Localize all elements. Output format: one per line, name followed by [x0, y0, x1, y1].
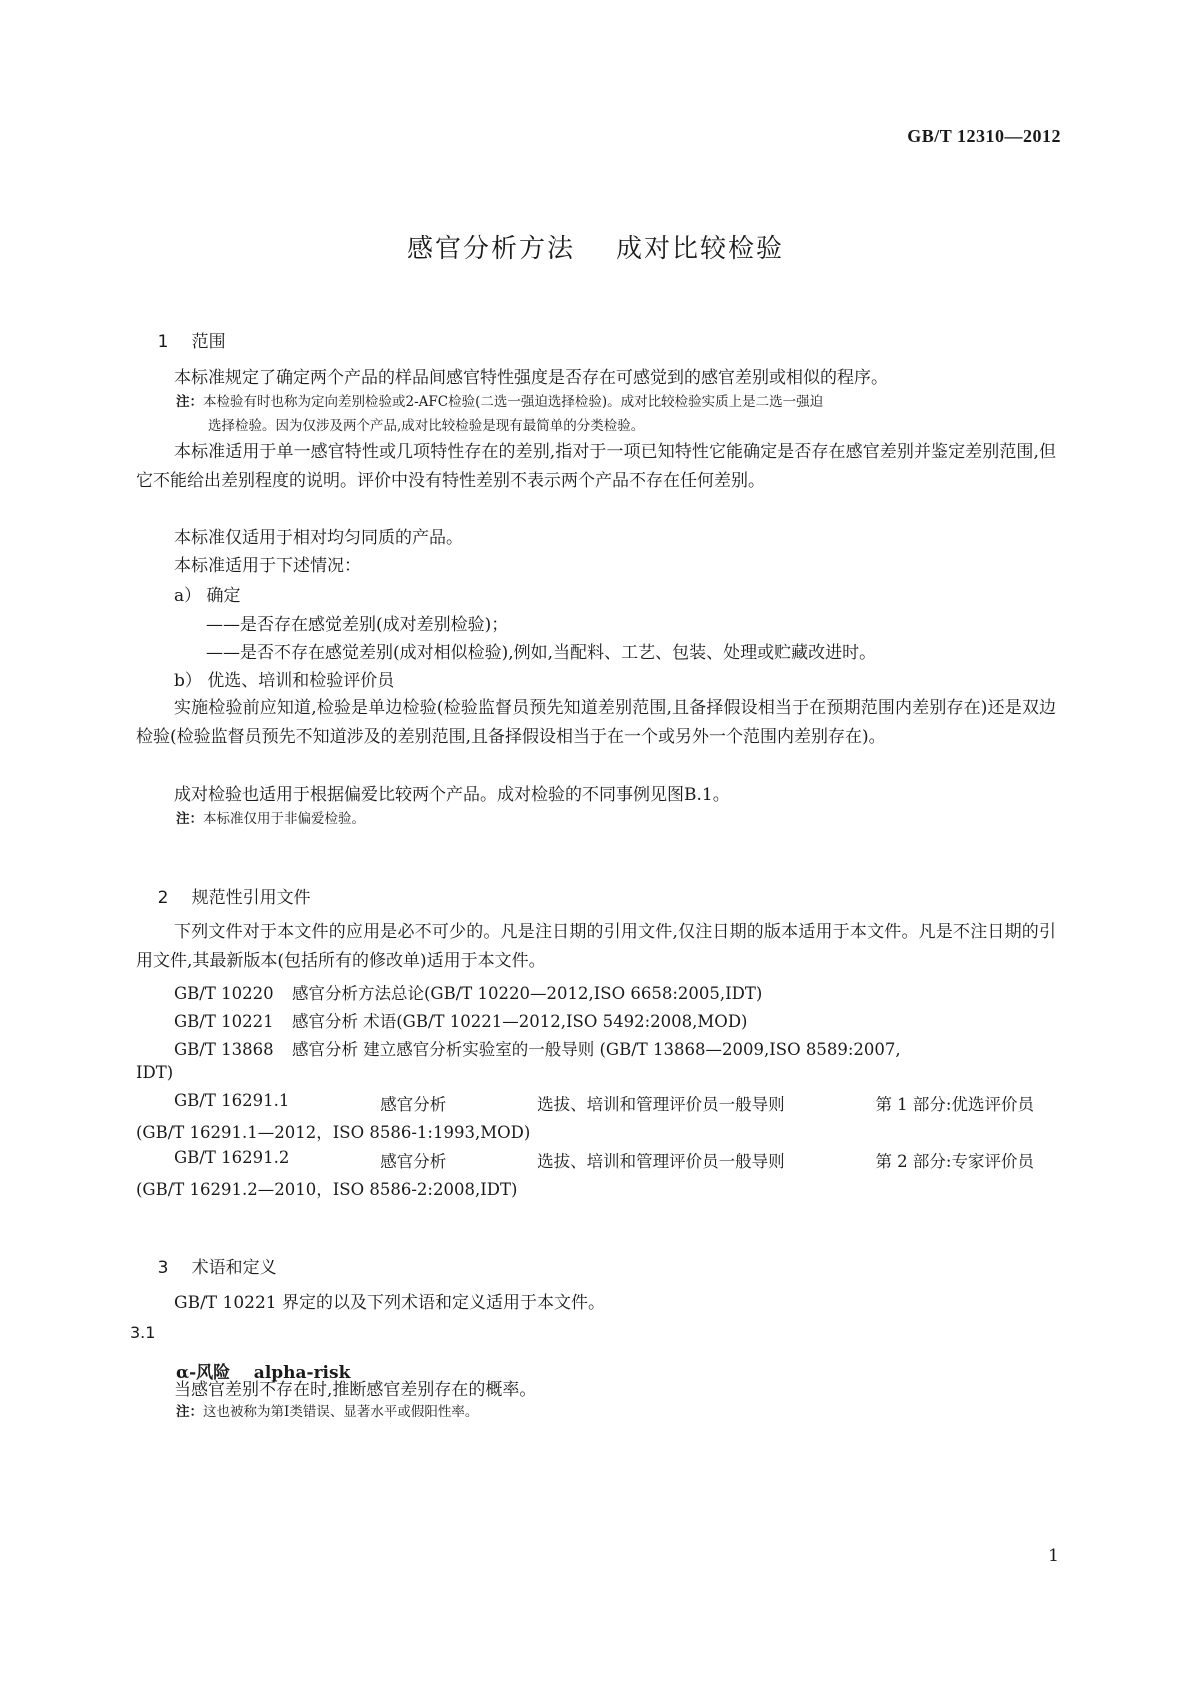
- scope-paragraph-2: 本标准适用于单一感官特性或几项特性存在的差别,指对于一项已知特性它能确定是否存在感官差别并鉴定差别范围,但它不能给出差别程度的说明。评价中没有特性差别不表示两个产品不存在任何差别。: [136, 442, 1056, 491]
- reference-code: GB/T 13868: [174, 1040, 274, 1059]
- list-dash-item-2: ——是否不存在感觉差别(成对相似检验),例如,当配料、工艺、包装、处理或贮藏改进时。: [206, 643, 877, 663]
- section-number: 3: [157, 1258, 169, 1278]
- reference-text: 感官分析 建立感官分析实验室的一般导则 (GB/T 13868—2009,ISO 8589:2007,: [292, 1040, 901, 1059]
- reference-item-4: [174, 1091, 1034, 1115]
- section-heading-terms: [136, 1233, 277, 1298]
- note-text: 这也被称为第Ⅰ类错误、显著水平或假阳性率。: [203, 1404, 479, 1420]
- reference-text: 选拔、培训和管理评价员一般导则: [537, 1095, 785, 1114]
- scope-note-2: [176, 807, 1056, 831]
- reference-text: 感官分析方法总论(GB/T 10220—2012,ISO 6658:2005,IDT): [292, 984, 763, 1003]
- reference-text: 选拔、培训和管理评价员一般导则: [537, 1152, 785, 1171]
- scope-note-1: [176, 390, 1056, 438]
- note-label: 注：: [176, 1404, 203, 1420]
- reference-text: 感官分析 术语(GB/T 10221—2012,ISO 5492:2008,MOD): [292, 1012, 748, 1031]
- note-label: 注：: [176, 394, 203, 410]
- scope-paragraph-3: 本标准仅适用于相对均匀同质的产品。: [174, 528, 463, 548]
- section-title: 规范性引用文件: [191, 888, 311, 908]
- reference-item-3-continued: IDT): [136, 1063, 174, 1082]
- reference-code: GB/T 16291.2: [174, 1148, 290, 1167]
- standard-code: GB/T 12310—2012: [907, 126, 1061, 146]
- reference-code: GB/T 10221: [174, 1012, 274, 1031]
- note-text-continued: 选择检验。因为仅涉及两个产品,成对比较检验是现有最简单的分类检验。: [208, 418, 645, 434]
- reference-text: 第 1 部分:优选评价员: [875, 1095, 1034, 1114]
- terms-intro: GB/T 10221 界定的以及下列术语和定义适用于本文件。: [174, 1293, 606, 1313]
- scope-paragraph-6: 成对检验也适用于根据偏爱比较两个产品。成对检验的不同事例见图B.1。: [174, 785, 730, 805]
- term-number: 3.1: [130, 1323, 156, 1342]
- note-text: 本标准仅用于非偏爱检验。: [203, 811, 365, 827]
- reference-text: 感官分析: [380, 1152, 447, 1171]
- section-number: 2: [157, 888, 169, 908]
- reference-code: GB/T 16291.1: [174, 1091, 290, 1110]
- section-heading-scope: [136, 307, 226, 372]
- section-title: 术语和定义: [191, 1258, 277, 1278]
- references-intro: 下列文件对于本文件的应用是必不可少的。凡是注日期的引用文件,仅注日期的版本适用于本文件。凡是不注日期的引用文件,其最新版本(包括所有的修改单)适用于本文件。: [136, 922, 1056, 971]
- term-title: α-风险 alpha-risk: [176, 1363, 351, 1383]
- reference-item-4-continued: (GB/T 16291.1—2012，ISO 8586-1:1993,MOD): [136, 1123, 531, 1142]
- reference-item-3: [174, 1036, 901, 1060]
- note-label: 注：: [176, 811, 203, 827]
- list-dash-item-1: ——是否存在感觉差别(成对差别检验)；: [206, 615, 509, 635]
- reference-item-1: [174, 980, 762, 1004]
- reference-item-5-continued: (GB/T 16291.2—2010，ISO 8586-2:2008,IDT): [136, 1180, 518, 1199]
- section-title: 范围: [191, 332, 226, 352]
- term-note: [176, 1400, 1056, 1424]
- reference-text: 第 2 部分:专家评价员: [875, 1152, 1034, 1171]
- page-number: 1: [1048, 1546, 1059, 1566]
- reference-item-5: [174, 1148, 1034, 1172]
- reference-code: GB/T 10220: [174, 984, 274, 1003]
- scope-paragraph-1: 本标准规定了确定两个产品的样品间感官特性强度是否存在可感觉到的感官差别或相似的程序。: [174, 368, 888, 388]
- reference-text: 感官分析: [380, 1095, 447, 1114]
- scope-paragraph-4: 本标准适用于下述情况：: [174, 556, 361, 576]
- scope-paragraph-5: 实施检验前应知道,检验是单边检验(检验监督员预先知道差别范围,且备择假设相当于在预期范围内差别存在)还是双边检验(检验监督员预先不知道涉及的差别范围,且备择假设相当于在一个或另外一个范围内差别存在)。: [136, 698, 1056, 747]
- list-item-b: b） 优选、培训和检验评价员: [174, 671, 395, 691]
- list-item-a: a） 确定: [174, 586, 241, 606]
- document-title: 感官分析方法 成对比较检验: [406, 234, 785, 264]
- reference-item-2: [174, 1008, 748, 1032]
- note-text: 本检验有时也称为定向差别检验或2-AFC检验(二选一强迫选择检验)。成对比较检验实质上是二选一强迫: [203, 394, 824, 410]
- section-number: 1: [157, 332, 169, 352]
- term-definition: 当感官差别不存在时,推断感官差别存在的概率。: [174, 1380, 537, 1400]
